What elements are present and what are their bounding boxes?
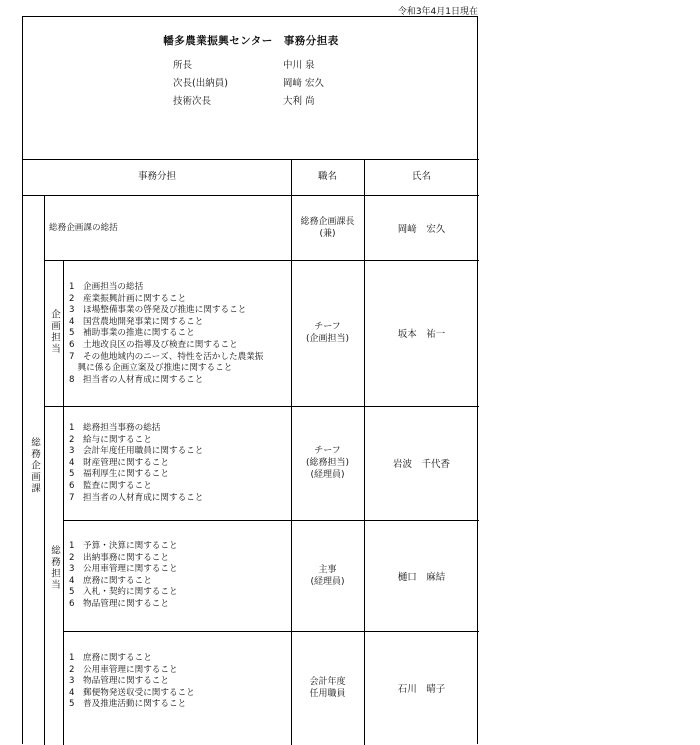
duty-item: 5 補助事業の推進に関すること xyxy=(69,328,195,339)
job-title-line: 総務企画課長 xyxy=(300,216,355,227)
staff-name: 岡﨑 宏久 xyxy=(283,78,325,89)
staff-row xyxy=(173,95,324,113)
division-label: 総務企画課 xyxy=(29,437,40,495)
duty-item: 2 公用車管理に関すること xyxy=(69,664,178,675)
duty-list xyxy=(69,282,263,386)
duty-item: 総務企画課の総括 xyxy=(49,223,118,233)
job-title-line: (経理員) xyxy=(310,470,345,480)
section-label-general: 総務担当 xyxy=(49,545,60,591)
staff-name-cell: 岩波 千代香 xyxy=(392,459,450,470)
job-title-line: 任用職員 xyxy=(309,689,346,699)
job-title-line: 主事 xyxy=(318,564,337,575)
job-title xyxy=(291,406,364,520)
duty-item: 1 企画担当の総括 xyxy=(69,282,144,292)
staff-position: 技術次長 xyxy=(173,96,212,107)
staff-name-cell: 岡﨑 宏久 xyxy=(397,223,446,235)
header-duties: 事務分担 xyxy=(137,171,176,182)
duty-item: 3 物品管理に関すること xyxy=(69,676,169,687)
staff-name: 中川 泉 xyxy=(283,60,315,71)
staff-name-cell: 樋口 麻結 xyxy=(397,571,446,583)
duty-item: 5 福利厚生に関すること xyxy=(69,469,169,480)
divider xyxy=(63,260,64,745)
duty-item: 4 庶務に関すること xyxy=(69,575,152,586)
duty-list xyxy=(69,541,178,611)
duty-item: 6 監査に関すること xyxy=(69,480,152,491)
staff-name: 大利 尚 xyxy=(283,96,315,107)
duty-item: 4 財産管理に関すること xyxy=(69,457,169,468)
staff-position: 所長 xyxy=(173,60,193,71)
duty-item: 4 国営農地開発事業に関すること xyxy=(69,316,204,327)
duty-item: 1 庶務に関すること xyxy=(69,653,152,663)
duty-item: 3 会計年度任用職員に関すること xyxy=(69,446,204,457)
job-title-line: (兼) xyxy=(319,228,336,239)
job-title xyxy=(291,520,364,631)
job-title xyxy=(291,195,364,260)
job-title xyxy=(291,631,364,745)
duty-item: 3 公用車管理に関すること xyxy=(69,564,178,575)
job-title-line: (総務担当) xyxy=(305,458,350,468)
duty-item: 5 入札・契約に関すること xyxy=(69,587,178,598)
duty-item: 1 総務担当事務の総括 xyxy=(69,423,161,433)
date-label: 令和3年4月1日現在 xyxy=(397,7,478,17)
staff-row xyxy=(173,59,324,77)
document-title: 幡多農業振興センター 事務分担表 xyxy=(163,35,339,47)
duty-item: 8 担当者の人材育成に関すること xyxy=(69,374,204,385)
staff-name-cell: 石川 晴子 xyxy=(397,684,446,695)
job-title-line: チーフ xyxy=(314,322,341,332)
staff-name-cell: 坂本 祐一 xyxy=(397,329,446,340)
duty-item: 7 その他地域内のニーズ、特性を活かした農業振 xyxy=(69,351,264,362)
header-title: 職名 xyxy=(317,171,337,182)
job-title-line: (経理員) xyxy=(310,576,345,587)
job-title xyxy=(291,260,364,406)
duty-item: 5 普及推進活動に関すること xyxy=(69,699,187,710)
duty-item: 1 予算・決算に関すること xyxy=(69,541,178,551)
header-name: 氏名 xyxy=(411,171,431,182)
duty-item: 興に係る企画立案及び推進に関すること xyxy=(69,363,233,374)
job-title-line: 会計年度 xyxy=(309,677,346,687)
duty-item: 7 担当者の人材育成に関すること xyxy=(69,492,204,503)
staff-row xyxy=(173,77,324,95)
duty-item: 6 物品管理に関すること xyxy=(69,598,169,609)
staff-position: 次長(出納員) xyxy=(173,78,228,89)
duty-item: 2 出納事務に関すること xyxy=(69,552,169,563)
duty-table xyxy=(22,16,478,744)
duty-item: 3 ほ場整備事業の啓発及び推進に関すること xyxy=(69,305,247,316)
duty-list xyxy=(49,223,118,235)
duty-item: 4 郵便物発送収受に関すること xyxy=(69,687,195,698)
duty-list xyxy=(69,653,195,711)
divider xyxy=(44,195,45,745)
section-label-planning: 企画担当 xyxy=(49,309,60,355)
job-title-line: チーフ xyxy=(314,446,341,456)
duty-item: 2 給与に関すること xyxy=(69,434,152,445)
job-title-line: (企画担当) xyxy=(305,334,350,344)
duty-item: 2 産業振興計画に関すること xyxy=(69,293,187,304)
staff-list xyxy=(173,59,324,113)
duty-list xyxy=(69,423,203,504)
duty-item: 6 土地改良区の指導及び検査に関すること xyxy=(69,339,238,350)
